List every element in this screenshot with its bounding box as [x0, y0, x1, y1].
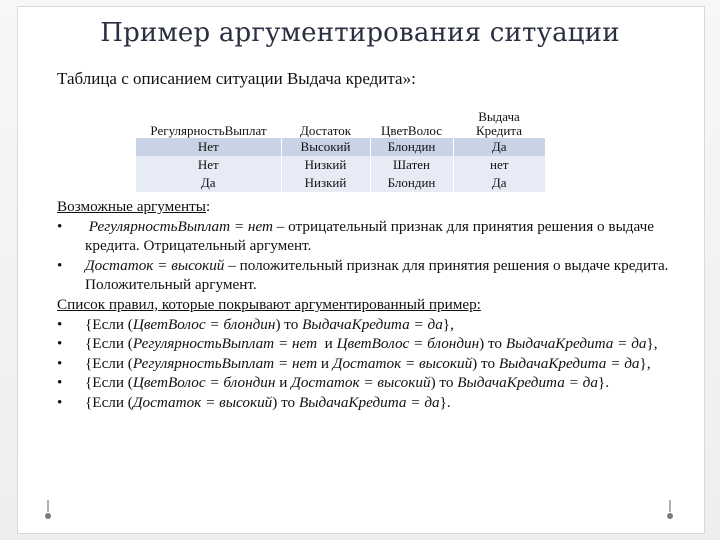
rules-heading-line: [57, 295, 687, 315]
bullet-icon: •: [57, 374, 63, 392]
rule-text: {Если (: [85, 335, 133, 353]
bullet-icon: •: [57, 335, 63, 353]
argument-lead: РегулярностьВыплат = нет: [88, 217, 273, 235]
rule-item: [57, 373, 687, 393]
rule-item: [57, 354, 687, 374]
table-row: [136, 156, 545, 174]
rule-item: [57, 334, 687, 354]
bullet-icon: •: [57, 354, 63, 372]
rule-term: Достаток = высокий: [291, 374, 431, 392]
situation-table: [136, 100, 545, 192]
rule-text: ) то: [472, 354, 499, 372]
rule-term: ЦветВолос = блондин: [132, 315, 276, 333]
rule-term: РегулярностьВыплат = нет: [132, 354, 318, 372]
rule-term: ВыдачаКредита = да: [457, 374, 598, 392]
rule-text: },: [639, 354, 651, 372]
rule-text: }.: [597, 374, 610, 392]
argument-text: – отрицательный признак для принятия решения о выдаче кредита. Отрицательный аргумент.: [85, 217, 655, 255]
header-cell: Достаток: [299, 123, 352, 138]
table-cell: Да: [453, 174, 545, 192]
rule-text: ) то: [272, 393, 299, 411]
table-header-row: [136, 100, 545, 138]
table-cell: нет: [453, 156, 545, 174]
rule-item: [57, 315, 687, 335]
table-cell: Нет: [136, 156, 281, 174]
rule-text: },: [646, 335, 658, 353]
arguments-heading-line: [57, 197, 687, 217]
rule-term: Достаток = высокий: [132, 393, 273, 411]
table-row: [136, 174, 545, 192]
header-cell: ЦветВолос: [381, 123, 442, 138]
rule-term: ВыдачаКредита = да: [298, 393, 440, 411]
header-cell: РегулярностьВыплат: [150, 123, 267, 138]
rule-text: ) то: [275, 315, 303, 333]
rule-term: ВыдачаКредита = да: [302, 315, 443, 333]
rule-text: и: [275, 374, 292, 392]
rule-text: },: [442, 315, 454, 333]
table-cell: Блондин: [370, 174, 453, 192]
table-cell: Да: [453, 138, 545, 156]
rule-term: ЦветВолос = блондин: [132, 374, 276, 392]
slide-nav-line-right: [669, 500, 671, 512]
header-cell: Выдача Кредита: [476, 109, 522, 138]
slide-nav-dot-left: [45, 513, 51, 519]
rule-text: и: [317, 335, 337, 353]
bullet-icon: •: [57, 217, 63, 235]
rule-term: ЦветВолос = блондин: [336, 335, 480, 353]
table-cell: Шатен: [370, 156, 453, 174]
argument-item: [57, 217, 687, 256]
arguments-heading-colon: :: [205, 198, 211, 215]
rule-term: ВыдачаКредита = да: [505, 335, 647, 353]
rule-text: {Если (: [85, 393, 133, 411]
rule-text: ) то: [430, 374, 458, 392]
rule-term: РегулярностьВыплат = нет: [132, 335, 318, 353]
table-cell: Низкий: [281, 174, 370, 192]
table-caption: Таблица с описанием ситуации Выдача кредита»:: [57, 69, 416, 88]
rule-text: {Если (: [85, 374, 133, 392]
slide-nav-dot-right: [667, 513, 673, 519]
rule-text: {Если (: [85, 354, 133, 372]
slide-body: [57, 197, 687, 413]
rule-text: {Если (: [85, 315, 133, 333]
rule-text: }.: [439, 393, 451, 411]
rule-text: и: [317, 354, 333, 372]
argument-text: – положительный признак для принятия решения о выдаче кредита. Положительный аргумент.: [85, 256, 669, 294]
argument-lead: Достаток = высокий: [85, 256, 225, 274]
bullet-icon: •: [57, 393, 63, 411]
table-cell: Высокий: [281, 138, 370, 156]
arguments-heading: Возможные аргументы: [57, 198, 206, 215]
bullet-icon: •: [57, 315, 63, 333]
rule-term: ВыдачаКредита = да: [498, 354, 640, 372]
table-cell: Блондин: [370, 138, 453, 156]
bullet-icon: •: [57, 256, 63, 274]
rule-term: Достаток = высокий: [332, 354, 473, 372]
rules-heading: Список правил, которые покрывают аргументированный пример:: [57, 295, 481, 313]
rule-text: ) то: [479, 335, 506, 353]
table-cell: Низкий: [281, 156, 370, 174]
table-cell: Нет: [136, 138, 281, 156]
table-cell: Да: [136, 174, 281, 192]
table-row: [136, 138, 545, 156]
rule-item: [57, 393, 687, 413]
slide-title: Пример аргументирования ситуации: [100, 18, 620, 48]
argument-item: [57, 256, 687, 295]
slide-nav-line-left: [47, 500, 49, 512]
